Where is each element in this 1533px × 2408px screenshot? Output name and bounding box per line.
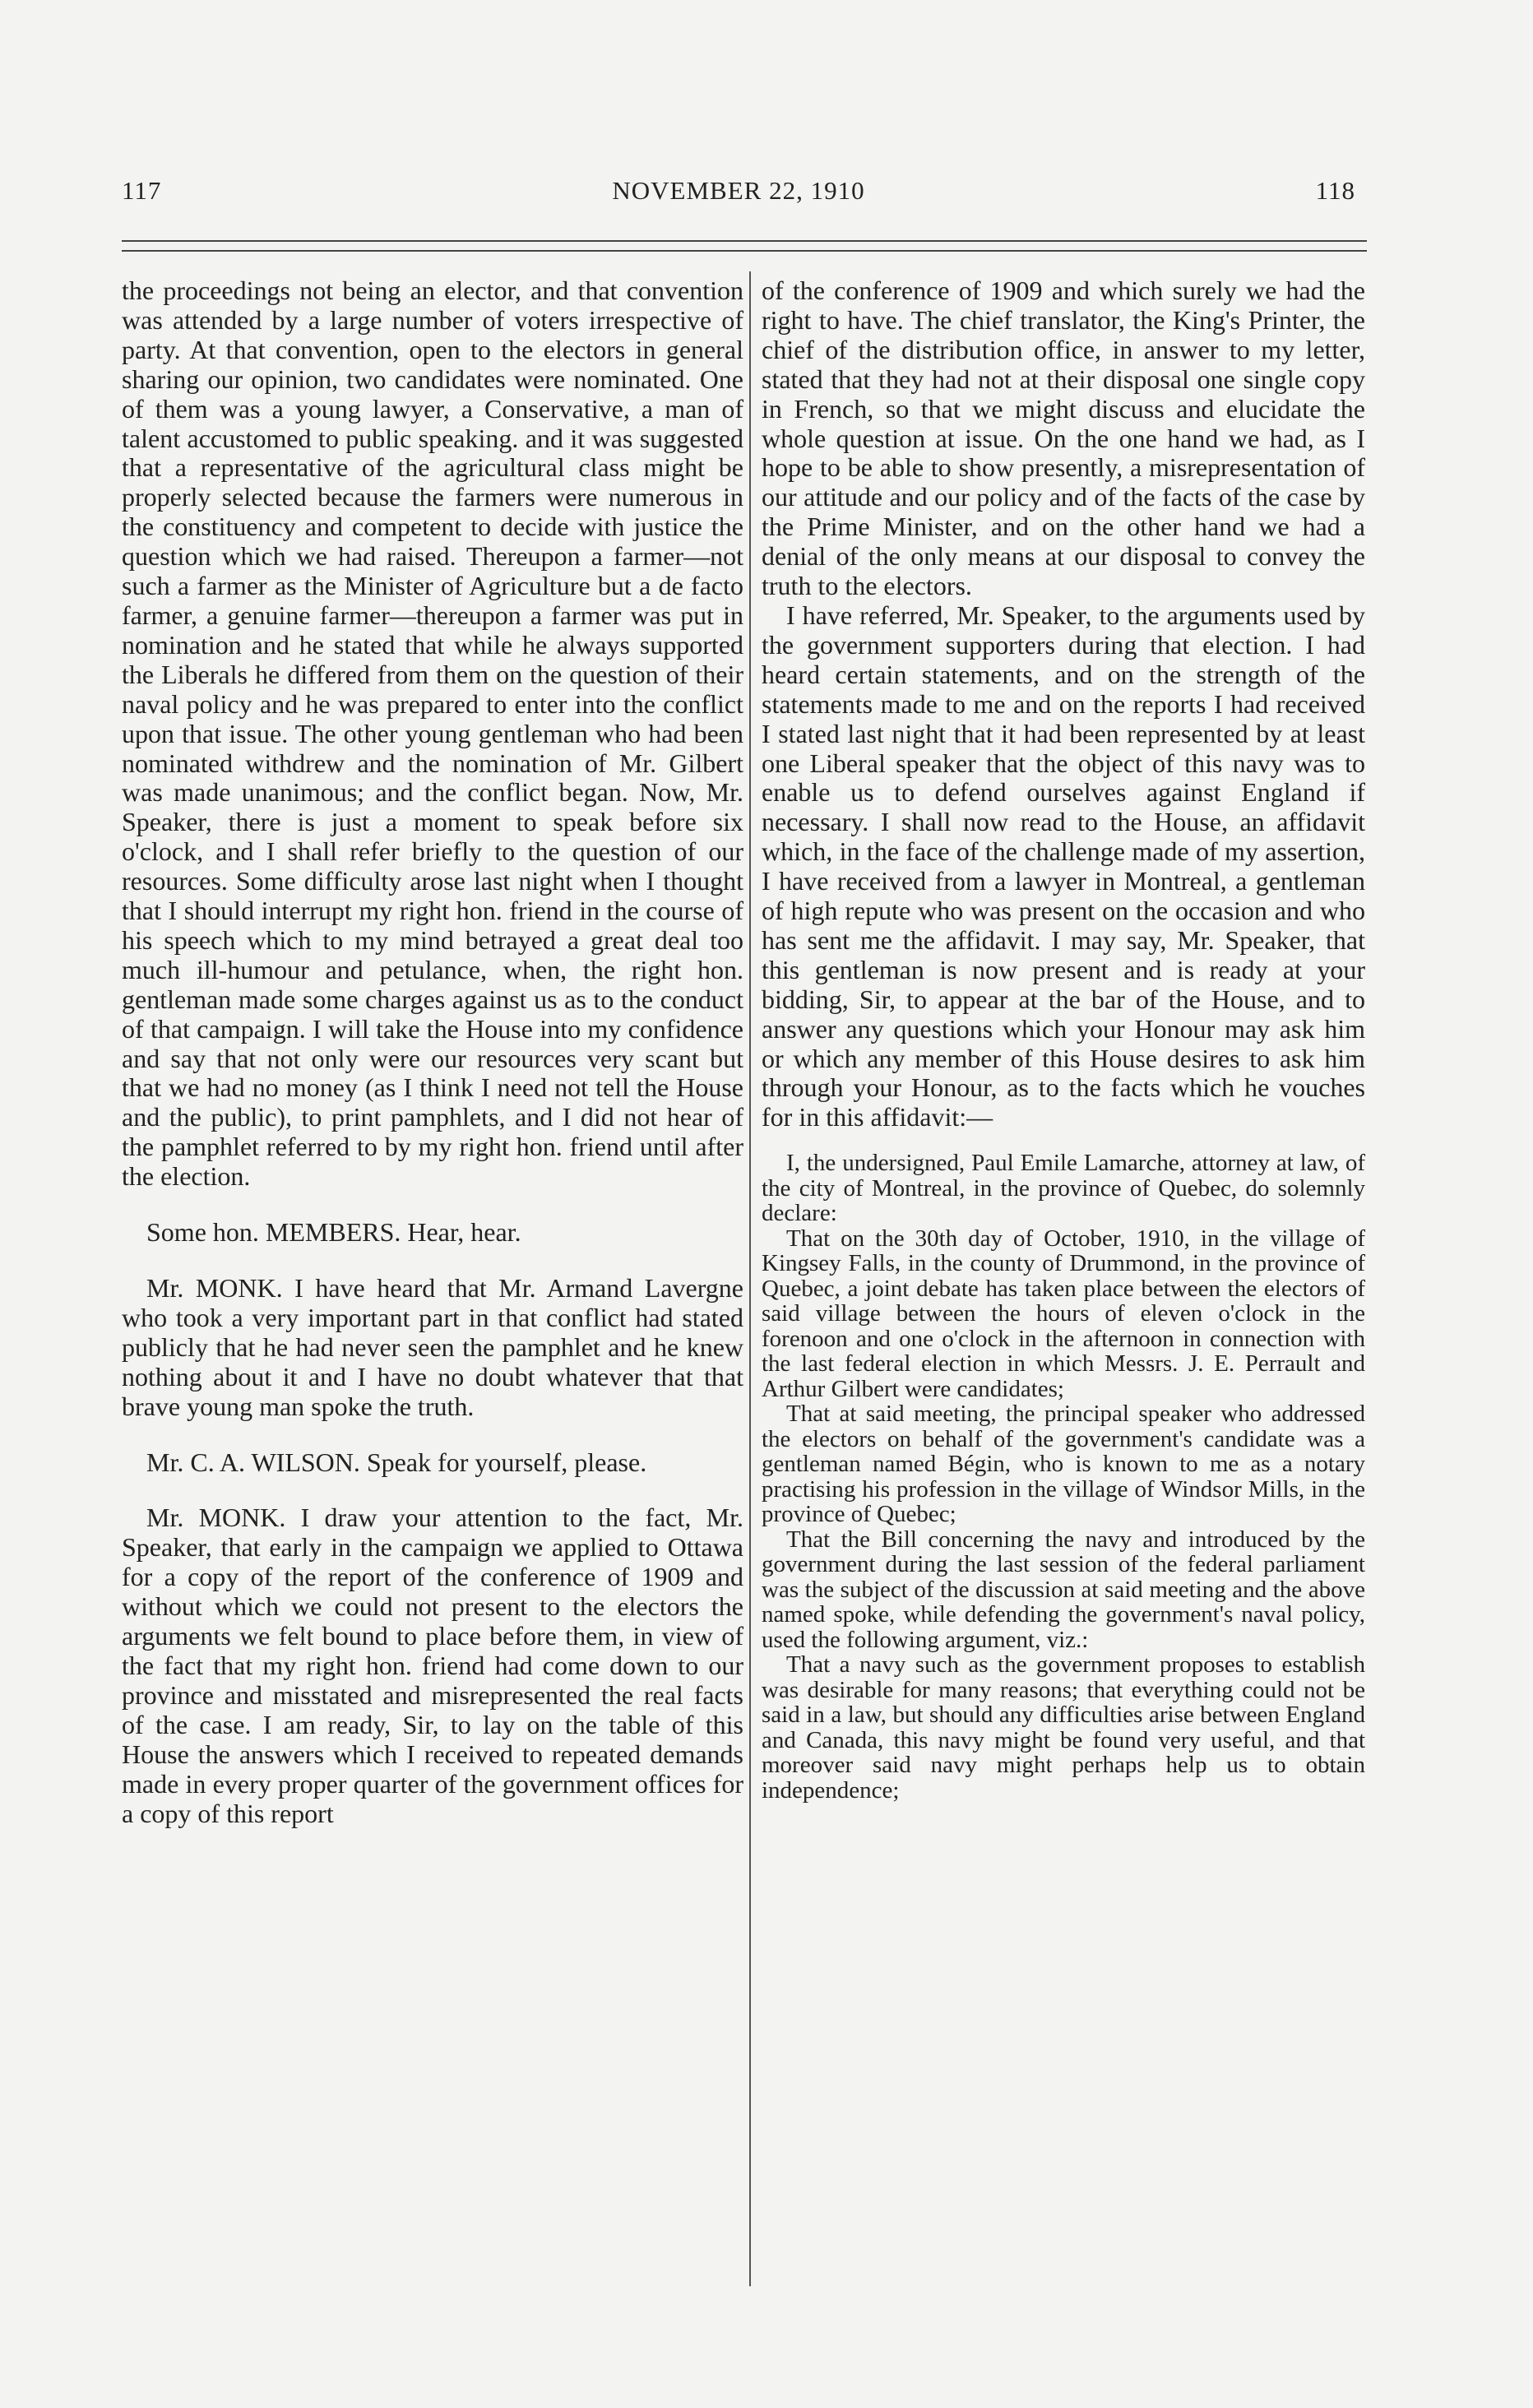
header-rule-bottom [122,250,1367,252]
paragraph-monk-1: Mr. MONK. I have heard that Mr. Armand Lavergne who took a very important part in that conflict had stated publicly that he had never seen the pamphlet and he knew nothing about it and I have no doubt whatever that that brave young man spoke the truth. [122,1273,743,1421]
paragraph: of the conference of 1909 and which surely we had the right to have. The chief translator, the King's Printer, the chief of the distribution office, in answer to my letter, stated that they had not at their disposal one single copy in French, so that we might discuss and elucidate the whole question at issue. On the one hand we had, as I hope to be able to show presently, a misrepresentation of our attitude and our policy and of the facts of the case by the Prime Minister, and on the other hand we had a denial of the only means at our disposal to convey the truth to the electors. [762,276,1365,601]
paragraph-interjection: Some hon. MEMBERS. Hear, hear. [146,1217,521,1248]
column-divider [749,271,751,2286]
affidavit-paragraph: That the Bill concerning the navy and introduced by the government during the last session of the federal parliament was the subject of the discussion at said meeting and the above named spoke, while defending the government's naval policy, used the following argument, viz.: [762,1526,1365,1653]
paragraph: the proceedings not being an elector, and that convention was attended by a large number of voters irrespective of party. At that convention, open to the electors in general sharing our opinion, two candidates were nominated. One of them was a young lawyer, a Conservative, a man of talent accustomed to public speaking. and it was suggested that a representative of the agricultural class might be properly selected because the farmers were numerous in the constituency and competent to decide with justice the question which we had raised. Thereupon a farmer—not such a farmer as the Minister of Agriculture but a de facto farmer, a genuine farmer—thereupon a farmer was put in nomination and he stated that while he always supported the Liberals he differed from them on the question of their naval policy and he was prepared to enter into the conflict upon that issue. The other young gentleman who had been nominated withdrew and the nomination of Mr. Gilbert was made unanimous; and the conflict began. Now, Mr. Speaker, there is just a moment to speak before six o'clock, and I shall refer briefly to the question of our resources. Some difficulty arose last night when I thought that I should interrupt my right hon. friend in the course of his speech which to my mind betrayed a great deal too much ill-humour and petulance, when, the right hon. gentleman made some charges against us as to the conduct of that campaign. I will take the House into my confidence and say that not only were our resources very scant but that we had no money (as I think I need not tell the House and the public), to print pamphlets, and I did not hear of the pamphlet referred to by my right hon. friend until after the election. [122,276,743,1192]
paragraph-monk-2: Mr. MONK. I draw your attention to the fact, Mr. Speaker, that early in the campaign we applied to Ottawa for a copy of the report of the conference of 1909 and without which we could not present to the electors the arguments we felt bound to place before them, in view of the fact that my right hon. friend had come down to our province and misstated and misrepresented the real facts of the case. I am ready, Sir, to lay on the table of this House the answers which I received to repeated demands made in every proper quarter of the government offices for a copy of this report [122,1503,743,1828]
affidavit-paragraph: That on the 30th day of October, 1910, in the village of Kingsey Falls, in the county of Drummond, in the province of Quebec, a joint debate has taken place between the electors of said village between the hours of eleven o'clock in the forenoon and one o'clock in the afternoon in connection with the last federal election in which Messrs. J. E. Perrault and Arthur Gilbert were candidates; [762,1225,1365,1402]
right-column [762,276,1365,1803]
left-page-number: 117 [122,176,162,205]
left-column [122,276,743,1828]
affidavit-paragraph: That a navy such as the government proposes to establish was desirable for many reasons; that everything could not be said in a law, but should any difficulties arise between England and Canada, this navy might be found very useful, and that moreover said navy might perhaps help us to obtain independence; [762,1651,1365,1804]
affidavit-paragraph: That at said meeting, the principal speaker who addressed the electors on behalf of the government's candidate was a gentleman named Bégin, who is known to me as a notary practising his profession in the village of Windsor Mills, in the province of Quebec; [762,1401,1365,1528]
page-header [122,176,1355,209]
header-rule-top [122,240,1367,242]
page-date: NOVEMBER 22, 1910 [612,176,865,205]
affidavit-paragraph: I, the undersigned, Paul Emile Lamarche, attorney at law, of the city of Montreal, in the province of Quebec, do solemnly declare: [762,1150,1365,1227]
paragraph-wilson: Mr. C. A. WILSON. Speak for yourself, please. [146,1447,647,1477]
right-page-number: 118 [1315,176,1355,205]
paragraph: I have referred, Mr. Speaker, to the arguments used by the government supporters during that election. I had heard certain statements, and on the strength of the statements made to me and on the reports I had received I stated last night that it had been represented by at least one Liberal speaker that the object of this navy was to enable us to defend ourselves against England if necessary. I shall now read to the House, an affidavit which, in the face of the challenge made of my assertion, I have received from a lawyer in Montreal, a gentleman of high repute who was present on the occasion and who has sent me the affidavit. I may say, Mr. Speaker, that this gentleman is now present and is ready at your bidding, Sir, to appear at the bar of the House, and to answer any questions which your Honour may ask him or which any member of this House desires to ask him through your Honour, as to the facts which he vouches for in this affidavit:— [762,600,1365,1132]
